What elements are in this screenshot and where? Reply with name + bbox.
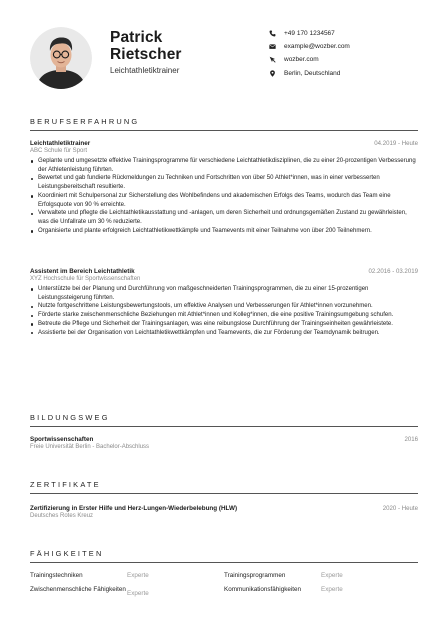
skill-item	[30, 586, 224, 599]
bullet-item: Nutzte fortgeschrittene Leistungsbewertungstools, um effektive Analysen und Verbesserungen für Athlet*innen vorzunehmen.	[30, 302, 418, 311]
bullet-item: Geplante und umgesetzte effektive Trainingsprogramme für verschiedene Leichtathletikdisziplinen, die zu einer 20-prozentigen Verbesserung der Athletenleistung führten.	[30, 157, 418, 175]
skill-name: Kommunikationsfähigkeiten	[224, 585, 302, 593]
bullet-item: Bewertet und gab fundierte Rückmeldungen zu Techniken und Fortschritten von über 50 Athlet*innen, was in einer verbesserten Leistungsbereitschaft resultierte.	[30, 174, 418, 192]
skills-heading: FÄHIGKEITEN	[30, 549, 104, 558]
bullet-item: Förderte starke zwischenmenschliche Beziehungen mit Athlet*innen und Kolleg*innen, die eine positive Trainingsumgebung schufen.	[30, 311, 418, 320]
certificate-entry	[30, 505, 418, 519]
skill-level: Experte	[127, 572, 149, 579]
skills-row	[30, 586, 418, 599]
contact-location	[268, 69, 350, 78]
skill-name: Trainingsprogrammen	[224, 572, 286, 579]
entry-organization: Deutsches Rotes Kreuz	[30, 513, 94, 520]
entry-date: 2020 - Heute	[382, 505, 418, 512]
contact-phone	[268, 29, 350, 38]
skill-level: Experte	[127, 589, 149, 597]
bullet-item: Verwaltete und pflegte die Leichtathletikausstattung und -anlagen, um deren Sicherheit und ordnungsgemäßen Zustand zu gewährleisten, was die Unfallrate um 30 % reduzierte.	[30, 209, 418, 227]
education-divider	[30, 426, 418, 427]
profile-photo	[30, 27, 92, 89]
skill-level: Experte	[321, 572, 343, 579]
bullet-item: Betreute die Pflege und Sicherheit der Trainingsanlagen, was eine reibungslose Durchführung der Trainingseinheiten gewährleistete.	[30, 320, 418, 329]
entry-title: Sportwissenschaften	[30, 436, 94, 443]
email-icon	[268, 42, 277, 51]
skill-level: Experte	[321, 585, 343, 593]
bullet-item: Unterstützte bei der Planung und Durchführung von maßgeschneiderten Trainingsprogrammen, die zu einer 15-prozentigen Leistungssteigerung führten.	[30, 285, 418, 303]
name-last: Rietscher	[110, 46, 182, 63]
skills-row	[30, 572, 418, 581]
skills-divider	[30, 562, 418, 563]
skill-item	[224, 586, 418, 599]
bullet-item: Organisierte und plante erfolgreich Leichtathletikwettkämpfe und Teamevents mit einer Teilnahme von über 200 Teilnehmern.	[30, 227, 418, 236]
skill-name: Zwischenmenschliche Fähigkeiten	[30, 585, 126, 593]
education-entry	[30, 436, 418, 450]
entry-organization: ABC Schule für Sport	[30, 148, 88, 155]
entry-title: Zertifizierung in Erster Hilfe und Herz-Lungen-Wiederbelebung (HLW)	[30, 505, 238, 512]
skill-name: Trainingstechniken	[30, 572, 83, 579]
entry-date: 2016	[404, 436, 418, 443]
name-first: Patrick	[110, 29, 163, 46]
certificates-divider	[30, 493, 418, 494]
phone-icon	[268, 29, 277, 38]
contact-website	[268, 55, 350, 64]
candidate-name	[110, 29, 182, 63]
experience-heading: BERUFSERFAHRUNG	[30, 117, 140, 126]
bullet-item: Assistierte bei der Organisation von Leichtathletikwettkämpfen und Teamevents, die zur Förderung der Teamdynamik beitrugen.	[30, 329, 418, 338]
job-title: Leichtathletiktrainer	[110, 66, 180, 75]
contact-email-text[interactable]: example@wozber.com	[284, 43, 350, 51]
entry-bullets	[30, 285, 418, 338]
contact-phone-text: +49 170 1234567	[284, 30, 335, 37]
bullet-item: Koordiniert mit Schulpersonal zur Sicherstellung des Wohlbefindens und akademischen Erfolgs des Teams, wodurch das Team eine Erfolgsquote von 90 % erreichte.	[30, 192, 418, 210]
website-icon	[268, 55, 277, 64]
entry-organization: XYZ Hochschule für Sportwissenschaften	[30, 276, 141, 283]
skills-table	[30, 572, 418, 598]
education-heading: BILDUNGSWEG	[30, 413, 110, 422]
contact-website-text[interactable]: wozber.com	[284, 56, 319, 64]
entry-date: 02.2016 - 03.2019	[368, 268, 418, 275]
entry-date: 04.2019 - Heute	[374, 140, 418, 147]
location-icon	[268, 69, 277, 78]
entry-title: Leichtathletiktrainer	[30, 140, 91, 147]
experience-divider	[30, 130, 418, 131]
skill-item	[224, 572, 418, 581]
experience-entry	[30, 268, 418, 337]
contact-location-text: Berlin, Deutschland	[284, 69, 341, 77]
entry-bullets	[30, 157, 418, 236]
entry-organization: Freie Universität Berlin - Bachelor-Abschluss	[30, 444, 150, 451]
contact-email	[268, 42, 350, 51]
skill-item	[30, 572, 224, 581]
entry-title: Assistent im Bereich Leichtathletik	[30, 268, 135, 275]
contact-list	[268, 29, 350, 82]
certificates-heading: ZERTIFIKATE	[30, 480, 101, 489]
experience-entry	[30, 140, 418, 236]
